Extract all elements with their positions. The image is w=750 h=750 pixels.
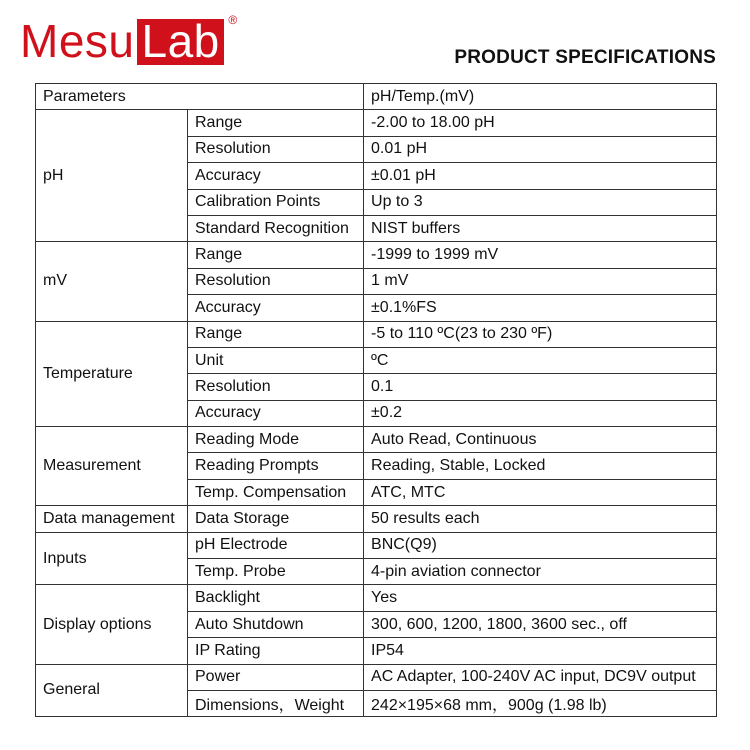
header-value: pH/Temp.(mV)	[364, 84, 717, 110]
brand-logo	[20, 13, 238, 67]
spec-value-cell: AC Adapter, 100-240V AC input, DC9V output	[364, 664, 717, 690]
spec-value-cell: ºC	[364, 347, 717, 373]
spec-label-cell: Unit	[188, 347, 364, 373]
spec-value-cell: 1 mV	[364, 268, 717, 294]
spec-label-cell: Range	[188, 242, 364, 268]
spec-label-cell: IP Rating	[188, 638, 364, 664]
group-name-cell: Display options	[36, 585, 188, 664]
spec-value-cell: ±0.01 pH	[364, 163, 717, 189]
spec-label-cell: Reading Prompts	[188, 453, 364, 479]
table-row	[36, 110, 717, 136]
spec-label-cell: Accuracy	[188, 400, 364, 426]
spec-label-cell: Accuracy	[188, 163, 364, 189]
spec-label-cell: Auto Shutdown	[188, 611, 364, 637]
spec-value-cell: -1999 to 1999 mV	[364, 242, 717, 268]
spec-label-cell: Range	[188, 110, 364, 136]
table-row	[36, 664, 717, 690]
spec-label-cell: Reading Mode	[188, 427, 364, 453]
spec-value-cell: Auto Read, Continuous	[364, 427, 717, 453]
spec-value-cell: 50 results each	[364, 506, 717, 532]
spec-value-cell: NIST buffers	[364, 215, 717, 241]
table-row	[36, 506, 717, 532]
spec-table	[35, 83, 717, 717]
group-name-cell: pH	[36, 110, 188, 242]
spec-label-cell: Accuracy	[188, 295, 364, 321]
spec-label-cell: Resolution	[188, 268, 364, 294]
spec-value-cell: -5 to 110 ºC(23 to 230 ºF)	[364, 321, 717, 347]
spec-label-cell: Power	[188, 664, 364, 690]
spec-label-cell: Data Storage	[188, 506, 364, 532]
group-name-cell: mV	[36, 242, 188, 321]
spec-label-cell: Temp. Probe	[188, 559, 364, 585]
table-row	[36, 427, 717, 453]
spec-value-cell: ±0.2	[364, 400, 717, 426]
table-row	[36, 321, 717, 347]
spec-label-cell: Resolution	[188, 374, 364, 400]
spec-table-body	[36, 84, 717, 717]
table-row	[36, 242, 717, 268]
spec-label-cell: Standard Recognition	[188, 215, 364, 241]
spec-value-cell: Reading, Stable, Locked	[364, 453, 717, 479]
page-title: PRODUCT SPECIFICATIONS	[454, 47, 716, 68]
spec-value-cell: 242×195×68 mm，900g (1.98 lb)	[364, 690, 717, 716]
spec-value-cell: IP54	[364, 638, 717, 664]
spec-label-cell: Backlight	[188, 585, 364, 611]
spec-value-cell: Up to 3	[364, 189, 717, 215]
spec-value-cell: ATC, MTC	[364, 479, 717, 505]
spec-value-cell: Yes	[364, 585, 717, 611]
table-row	[36, 532, 717, 558]
spec-value-cell: 0.01 pH	[364, 136, 717, 162]
group-name-cell: Temperature	[36, 321, 188, 427]
group-name-cell: Inputs	[36, 532, 188, 585]
spec-label-cell: pH Electrode	[188, 532, 364, 558]
spec-value-cell: 4-pin aviation connector	[364, 559, 717, 585]
spec-value-cell: 0.1	[364, 374, 717, 400]
spec-label-cell: Range	[188, 321, 364, 347]
spec-value-cell: BNC(Q9)	[364, 532, 717, 558]
spec-label-cell: Resolution	[188, 136, 364, 162]
group-name-cell: Measurement	[36, 427, 188, 506]
spec-value-cell: ±0.1%FS	[364, 295, 717, 321]
group-name-cell: Data management	[36, 506, 188, 532]
logo-text-lab: Lab	[137, 19, 223, 65]
registered-mark: ®	[228, 13, 238, 27]
group-name-cell: General	[36, 664, 188, 717]
spec-label-cell: Dimensions，Weight	[188, 690, 364, 716]
spec-label-cell: Calibration Points	[188, 189, 364, 215]
spec-value-cell: -2.00 to 18.00 pH	[364, 110, 717, 136]
spec-label-cell: Temp. Compensation	[188, 479, 364, 505]
logo-text-mesu: Mesu	[20, 15, 135, 67]
header-parameters: Parameters	[36, 84, 364, 110]
table-row	[36, 585, 717, 611]
table-header-row	[36, 84, 717, 110]
spec-value-cell: 300, 600, 1200, 1800, 3600 sec., off	[364, 611, 717, 637]
